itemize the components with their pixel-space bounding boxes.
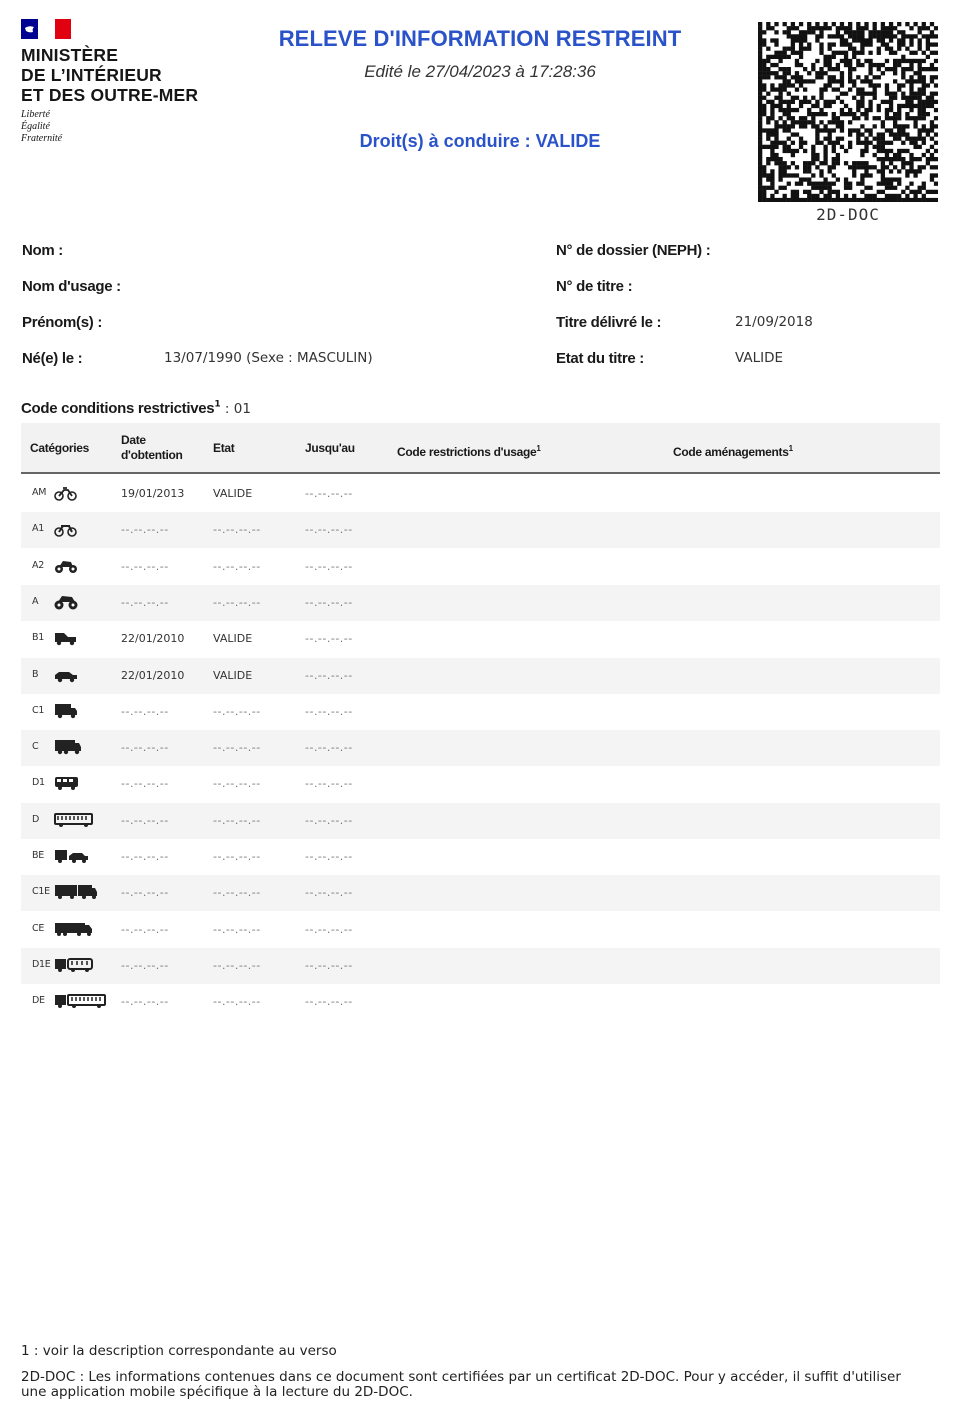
cell-etat: --.--.--.--	[213, 923, 261, 936]
cell-etat: --.--.--.--	[213, 705, 261, 718]
table-row	[21, 694, 940, 730]
ministry-name-line-3: ET DES OUTRE-MER	[21, 85, 199, 105]
cell-jusqu: --.--.--.--	[305, 850, 353, 863]
cell-etat: --.--.--.--	[213, 886, 261, 899]
ministry-name-line-2: DE L’INTÉRIEUR	[21, 65, 162, 85]
cell-jusqu: --.--.--.--	[305, 523, 353, 536]
birth-date-label: Né(e) le :	[22, 350, 83, 367]
motto-fraternite: Fraternité	[21, 133, 63, 144]
minibus-trailer-icon	[54, 956, 94, 974]
cell-date: 22/01/2010	[121, 632, 185, 645]
moped-icon	[54, 484, 77, 502]
header-jusqu: Jusqu'au	[305, 441, 355, 455]
bus-trailer-icon	[54, 992, 106, 1010]
cell-jusqu: --.--.--.--	[305, 886, 353, 899]
table-row	[21, 658, 940, 694]
cell-jusqu: --.--.--.--	[305, 959, 353, 972]
driving-rights-status: Droit(s) à conduire : VALIDE	[359, 131, 601, 151]
category-code: DE	[32, 995, 45, 1006]
cell-date: --.--.--.--	[121, 923, 169, 936]
table-row	[21, 803, 940, 839]
table-row	[21, 585, 940, 621]
birth-date-value: 13/07/1990 (Sexe : MASCULIN)	[164, 350, 373, 366]
cell-jusqu: --.--.--.--	[305, 777, 353, 790]
cell-jusqu: --.--.--.--	[305, 814, 353, 827]
cell-date: --.--.--.--	[121, 523, 169, 536]
cell-date: --.--.--.--	[121, 741, 169, 754]
light-motorcycle-icon	[54, 520, 77, 538]
motto-egalite: Égalité	[21, 121, 50, 132]
table-header	[21, 423, 940, 474]
table-row	[21, 476, 940, 512]
heavy-motorcycle-icon	[54, 593, 78, 611]
truck-icon	[54, 738, 82, 756]
code-conditions-label: Code conditions restrictives	[21, 400, 215, 417]
cell-etat: --.--.--.--	[213, 995, 261, 1008]
header-categories: Catégories	[30, 441, 90, 455]
cell-etat: --.--.--.--	[213, 741, 261, 754]
category-code: CE	[32, 923, 45, 934]
category-code: AM	[32, 487, 47, 498]
header-date	[121, 433, 183, 463]
cell-etat: --.--.--.--	[213, 560, 261, 573]
category-code: D1	[32, 777, 45, 788]
code-conditions-value: : 01	[220, 401, 251, 417]
car-trailer-icon	[54, 847, 100, 865]
cell-date: 22/01/2010	[121, 669, 185, 682]
2d-doc-qr-code-icon	[758, 22, 938, 202]
cell-jusqu: --.--.--.--	[305, 741, 353, 754]
header-etat: Etat	[213, 441, 235, 455]
cell-etat: --.--.--.--	[213, 777, 261, 790]
ministry-logo	[21, 19, 251, 145]
document-title: RELEVE D'INFORMATION RESTREINT	[278, 26, 682, 51]
cell-etat: VALIDE	[213, 669, 253, 682]
category-code: A	[32, 596, 39, 607]
cell-etat: --.--.--.--	[213, 814, 261, 827]
titre-issued-label: Titre délivré le :	[556, 314, 662, 331]
cell-date: --.--.--.--	[121, 777, 169, 790]
table-row	[21, 621, 940, 657]
cell-etat: --.--.--.--	[213, 959, 261, 972]
category-code: BE	[32, 850, 44, 861]
category-code: A1	[32, 523, 44, 534]
header-amenagements-sup: 1	[788, 444, 793, 453]
header-restrictions-sup: 1	[536, 444, 541, 453]
quadricycle-icon	[54, 629, 78, 647]
titre-number-label: N° de titre :	[556, 278, 633, 295]
table-row	[21, 984, 940, 1020]
cell-date: --.--.--.--	[121, 995, 169, 1008]
motto-liberte: Liberté	[21, 109, 50, 120]
table-row	[21, 730, 940, 766]
light-truck-trailer-icon	[54, 883, 100, 901]
table-row	[21, 948, 940, 984]
cell-etat: VALIDE	[213, 487, 253, 500]
car-icon	[54, 666, 78, 684]
table-row	[21, 512, 940, 548]
category-code: D1E	[32, 959, 51, 970]
2d-doc-label: 2D-DOC	[816, 205, 880, 224]
prenoms-label: Prénom(s) :	[22, 314, 103, 331]
category-code: C	[32, 741, 39, 752]
category-code: A2	[32, 560, 44, 571]
header-restrictions-text: Code restrictions d'usage	[397, 445, 537, 459]
titre-status-value: VALIDE	[735, 350, 784, 366]
cell-date: --.--.--.--	[121, 560, 169, 573]
code-conditions	[21, 398, 251, 417]
cell-date: --.--.--.--	[121, 814, 169, 827]
footnote-1: 1 : voir la description correspondante au verso	[21, 1343, 337, 1359]
category-code: C1	[32, 705, 45, 716]
cell-etat: --.--.--.--	[213, 850, 261, 863]
minibus-icon	[54, 774, 79, 792]
cell-jusqu: --.--.--.--	[305, 669, 353, 682]
category-code: B	[32, 669, 39, 680]
nom-label: Nom :	[22, 242, 63, 259]
cell-date: --.--.--.--	[121, 596, 169, 609]
edition-date: Edité le 27/04/2023 à 17:28:36	[364, 62, 596, 81]
footnote-2d-doc: 2D-DOC : Les informations contenues dans ce document sont certifiées par un certificat 2D-DOC. Pour y accéder, il suffit d'utiliser une application mobile spécifique à la lecture du 2D-DOC.	[21, 1369, 901, 1400]
cell-date: --.--.--.--	[121, 959, 169, 972]
category-code: D	[32, 814, 40, 825]
cell-etat: --.--.--.--	[213, 523, 261, 536]
cell-jusqu: --.--.--.--	[305, 596, 353, 609]
cell-date: --.--.--.--	[121, 705, 169, 718]
cell-jusqu: --.--.--.--	[305, 995, 353, 1008]
titre-status-label: Etat du titre :	[556, 350, 644, 367]
table-row	[21, 875, 940, 911]
footnote-ref: 1	[214, 399, 221, 410]
motorcycle-icon	[54, 557, 78, 575]
cell-date: --.--.--.--	[121, 850, 169, 863]
header-date-line2: d'obtention	[121, 448, 183, 462]
header-amenagements	[673, 441, 793, 460]
table-row	[21, 766, 940, 802]
cell-jusqu: --.--.--.--	[305, 487, 353, 500]
light-truck-icon	[54, 702, 78, 720]
category-code: C1E	[32, 886, 50, 897]
cell-jusqu: --.--.--.--	[305, 705, 353, 718]
category-code: B1	[32, 632, 44, 643]
nom-usage-label: Nom d'usage :	[22, 278, 121, 295]
table-row	[21, 839, 940, 875]
table-row	[21, 549, 940, 585]
neph-label: N° de dossier (NEPH) :	[556, 242, 711, 259]
cell-etat: VALIDE	[213, 632, 253, 645]
marianne-flag-icon	[21, 19, 71, 39]
cell-etat: --.--.--.--	[213, 596, 261, 609]
header-restrictions	[397, 441, 541, 460]
ministry-name-line-1: MINISTÈRE	[21, 45, 119, 65]
cell-date: --.--.--.--	[121, 886, 169, 899]
cell-jusqu: --.--.--.--	[305, 560, 353, 573]
table-row	[21, 912, 940, 948]
titre-issued-value: 21/09/2018	[735, 314, 813, 330]
cell-date: 19/01/2013	[121, 487, 185, 500]
header-date-line1: Date	[121, 433, 146, 447]
header-amenagements-text: Code aménagements	[673, 445, 789, 459]
truck-trailer-icon	[54, 920, 93, 938]
cell-jusqu: --.--.--.--	[305, 923, 353, 936]
bus-icon	[54, 811, 93, 829]
cell-jusqu: --.--.--.--	[305, 632, 353, 645]
